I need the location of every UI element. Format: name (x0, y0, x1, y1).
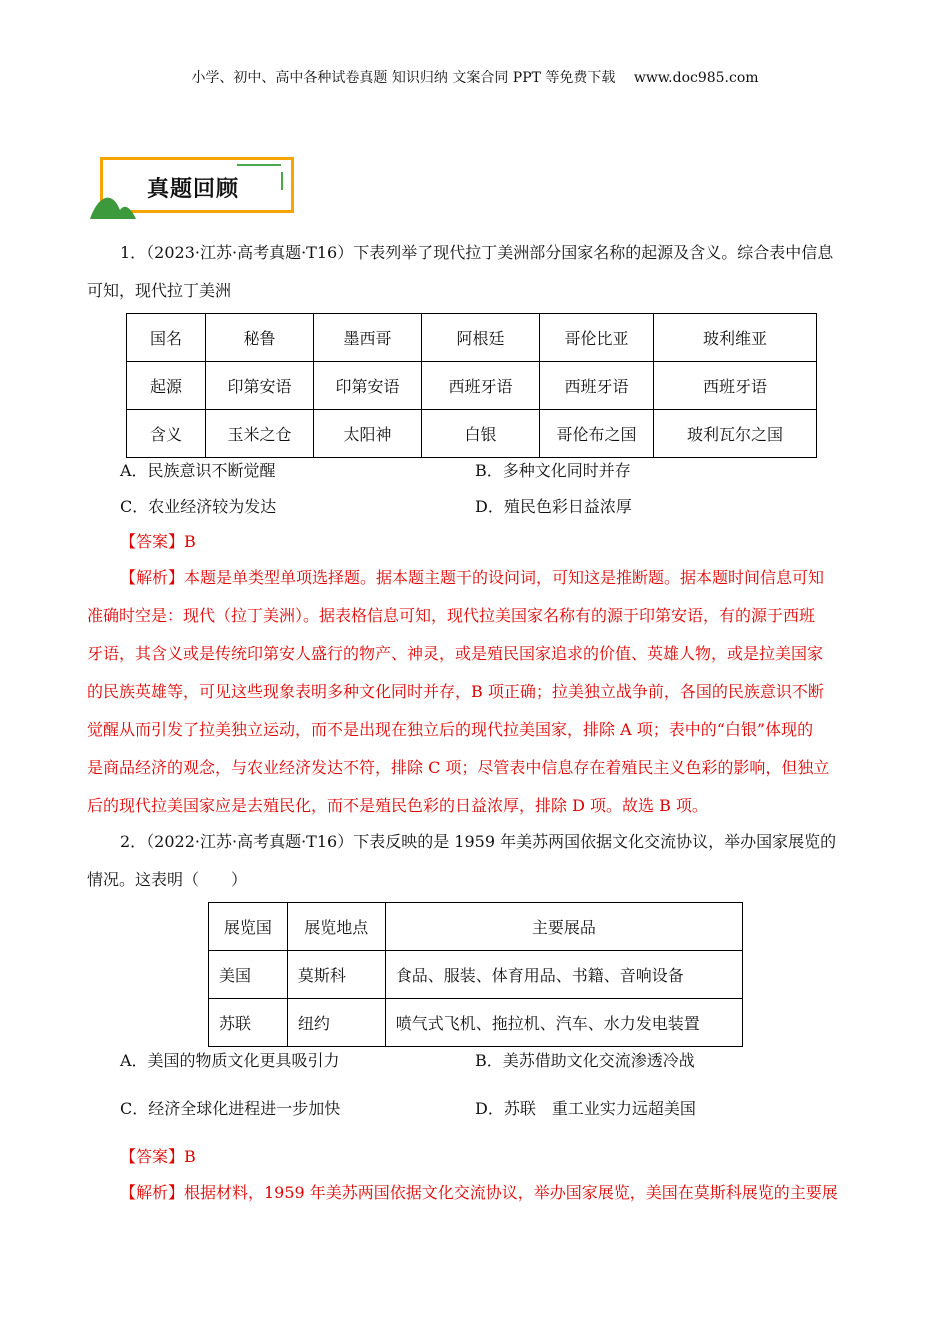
option-c: C．农业经济较为发达 (120, 497, 277, 516)
table-row: 展览国 展览地点 主要展品 (209, 903, 743, 951)
question-1-line: 可知，现代拉丁美洲 (87, 281, 232, 300)
table-row: 起源 印第安语 印第安语 西班牙语 西班牙语 西班牙语 (127, 362, 817, 410)
analysis-line: 的民族英雄等，可见这些现象表明多种文化同时并存，B 项正确；拉美独立战争前，各国的民族意识不断 (87, 682, 824, 701)
question-2-line: 2．（2022·江苏·高考真题·T16）下表反映的是 1959 年美苏两国依据文化交流协议，举办国家展览的 (120, 832, 837, 851)
answer: 【答案】B (120, 532, 196, 551)
option-a: A．美国的物质文化更具吸引力 (120, 1051, 340, 1070)
option-b: B．美苏借助文化交流渗透冷战 (475, 1051, 695, 1070)
option-a: A．民族意识不断觉醒 (120, 461, 276, 480)
option-d: D．殖民色彩日益浓厚 (475, 497, 632, 516)
option-c: C．经济全球化进程进一步加快 (120, 1099, 341, 1118)
analysis-line: 后的现代拉美国家应是去殖民化，而不是殖民色彩的日益浓厚，排除 D 项。故选 B 项。 (87, 796, 708, 815)
analysis-line: 准确时空是：现代（拉丁美洲）。据表格信息可知，现代拉美国家名称有的源于印第安语，有的源于西班 (87, 606, 816, 625)
analysis-line: 牙语，其含义或是传统印第安人盛行的物产、神灵，或是殖民国家追求的价值、英雄人物，或是拉美国家 (87, 644, 824, 663)
option-d: D．苏联 重工业实力远超美国 (475, 1099, 696, 1118)
country-names-table (126, 313, 817, 458)
section-title: 真题回顾 (147, 177, 240, 202)
question-1-line: 1．（2023·江苏·高考真题·T16）下表列举了现代拉丁美洲部分国家名称的起源及含义。综合表中信息 (120, 243, 834, 262)
table-row: 美国 莫斯科 食品、服装、体育用品、书籍、音响设备 (209, 951, 743, 999)
option-b: B．多种文化同时并存 (475, 461, 631, 480)
table-row: 含义 玉米之仓 太阳神 白银 哥伦布之国 玻利瓦尔之国 (127, 410, 817, 458)
mountain-icon (90, 192, 138, 220)
analysis-line: 是商品经济的观念，与农业经济发达不符，排除 C 项；尽管表中信息存在着殖民主义色彩的影响，但独立 (87, 758, 830, 777)
question-2-line: 情况。这表明（ ） (87, 870, 248, 889)
page-header: 小学、初中、高中各种试卷真题 知识归纳 文案合同 PPT 等免费下载 www.doc985.com (191, 70, 759, 86)
table-row: 国名 秘鲁 墨西哥 阿根廷 哥伦比亚 玻利维亚 (127, 314, 817, 362)
decor-line (281, 172, 283, 190)
analysis-line: 【解析】根据材料，1959 年美苏两国依据文化交流协议，举办国家展览，美国在莫斯科展览的主要展 (120, 1183, 838, 1202)
analysis-line: 觉醒从而引发了拉美独立运动，而不是出现在独立后的现代拉美国家，排除 A 项；表中的“白银”体现的 (87, 720, 814, 739)
decor-line (237, 164, 281, 166)
exhibition-table (208, 902, 743, 1047)
table-row: 苏联 纽约 喷气式飞机、拖拉机、汽车、水力发电装置 (209, 999, 743, 1047)
answer: 【答案】B (120, 1147, 196, 1166)
analysis-line: 【解析】本题是单类型单项选择题。据本题主题干的设问词，可知这是推断题。据本题时间信息可知 (120, 568, 825, 587)
